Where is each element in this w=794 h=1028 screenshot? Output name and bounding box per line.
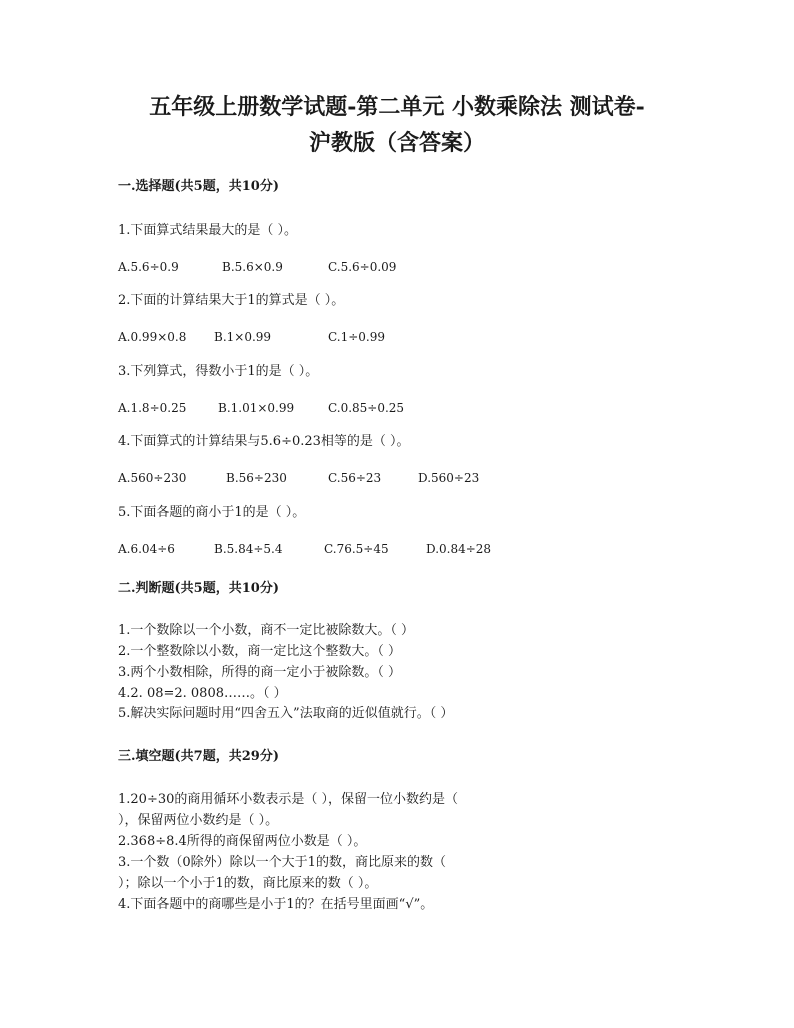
question-text: 3.下列算式，得数小于1的是（ ）。: [118, 364, 319, 379]
judgement-item: 3.两个小数相除，所得的商一定小于被除数。（ ）: [118, 665, 402, 680]
option: A.6.04÷6: [118, 542, 175, 556]
section-heading-choice: 一.选择题(共5题，共10分): [118, 179, 279, 194]
option: D.560÷23: [418, 471, 480, 485]
fill-blank-line: ），保留两位小数约是（ ）。: [118, 813, 279, 828]
section-heading-fill-blank: 三.填空题(共7题，共29分): [118, 749, 279, 764]
option: B.5.6×0.9: [222, 260, 283, 274]
option: A.560÷230: [118, 471, 187, 485]
document-title-line-1: 五年级上册数学试题-第二单元 小数乘除法 测试卷-: [149, 94, 645, 120]
option: A.1.8÷0.25: [118, 401, 187, 415]
judgement-item: 4.2. 08=2. 0808……。（ ）: [118, 686, 287, 701]
option: A.5.6÷0.9: [118, 260, 179, 274]
option: C.56÷23: [328, 471, 382, 485]
option: B.1.01×0.99: [218, 401, 295, 415]
question-text: 1.下面算式结果最大的是（ ）。: [118, 223, 298, 238]
fill-blank-line: ）；除以一个小于1的数，商比原来的数（ ）。: [118, 876, 378, 891]
section-heading-judgement: 二.判断题(共5题，共10分): [118, 581, 279, 596]
fill-blank-line: 4.下面各题中的商哪些是小于1的？在括号里面画“√”。: [118, 897, 434, 912]
question-text: 5.下面各题的商小于1的是（ ）。: [118, 505, 306, 520]
question-text: 2.下面的计算结果大于1的算式是（ ）。: [118, 293, 345, 308]
document-title-line-2: 沪教版（含答案）: [308, 130, 485, 156]
option: C.76.5÷45: [324, 542, 389, 556]
fill-blank-line: 3.一个数（0除外）除以一个大于1的数，商比原来的数（: [118, 855, 446, 870]
judgement-item: 5.解决实际问题时用“四舍五入”法取商的近似值就行。（ ）: [118, 706, 454, 721]
question-text: 4.下面算式的计算结果与5.6÷0.23相等的是（ ）。: [118, 434, 410, 449]
fill-blank-line: 2.368÷8.4所得的商保留两位小数是（ ）。: [118, 834, 367, 849]
option: D.0.84÷28: [426, 542, 492, 556]
option: C.5.6÷0.09: [328, 260, 397, 274]
option: C.1÷0.99: [328, 330, 385, 344]
option: B.5.84÷5.4: [214, 542, 283, 556]
option: A.0.99×0.8: [118, 330, 187, 344]
option: B.56÷230: [226, 471, 287, 485]
fill-blank-line: 1.20÷30的商用循环小数表示是（ ），保留一位小数约是（: [118, 792, 459, 807]
judgement-item: 1.一个数除以一个小数，商不一定比被除数大。（ ）: [118, 623, 415, 638]
judgement-item: 2.一个整数除以小数，商一定比这个整数大。（ ）: [118, 644, 402, 659]
option: C.0.85÷0.25: [328, 401, 405, 415]
option: B.1×0.99: [214, 330, 272, 344]
